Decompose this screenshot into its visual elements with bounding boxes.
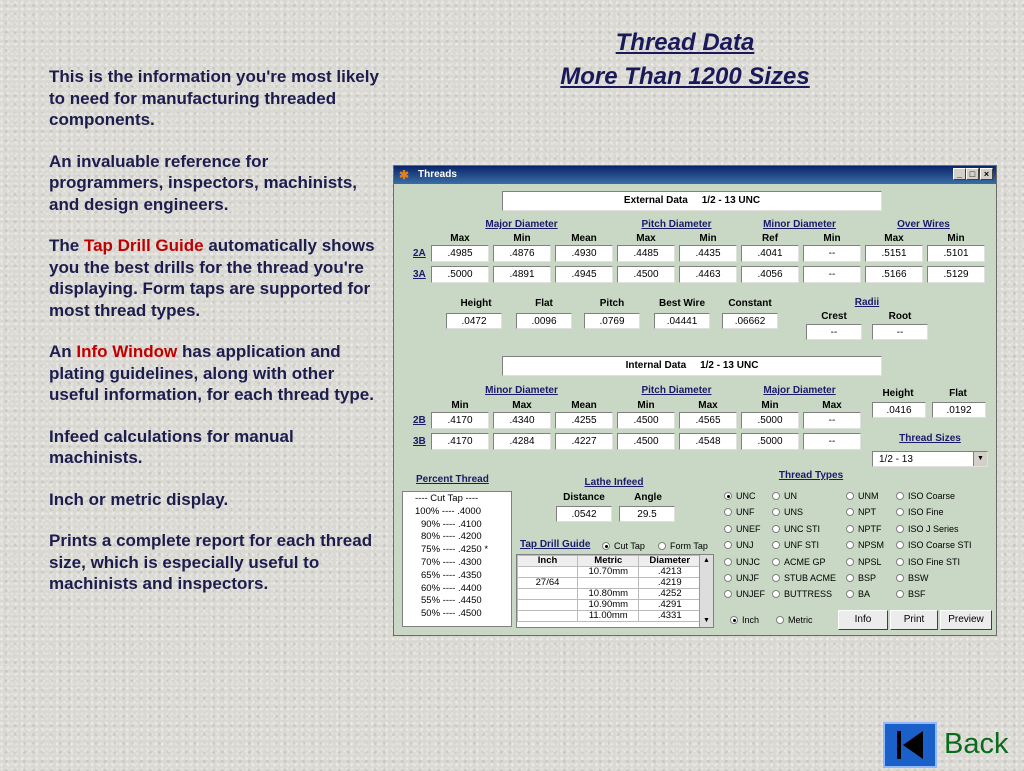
table-cell [518, 600, 578, 611]
thread-type-label: ISO Fine STI [908, 556, 961, 567]
radio-icon [846, 508, 854, 516]
radio-icon [896, 541, 904, 549]
column-header: Min [451, 400, 469, 411]
tap-drill-guide-header: Tap Drill Guide [520, 539, 591, 550]
thread-type-label: ISO J Series [908, 523, 959, 534]
table-cell: 27/64 [518, 578, 578, 589]
table-cell: .4219 [639, 578, 701, 589]
list-item[interactable]: 60% ---- .4400 [421, 582, 482, 594]
int-height-value: .0416 [872, 402, 926, 418]
inch-radio[interactable] [730, 615, 759, 625]
close-button[interactable]: × [980, 168, 993, 180]
thread-type-label: NPSM [858, 540, 885, 551]
data-cell: .4548 [679, 433, 737, 450]
feature-3 [49, 235, 381, 321]
data-cell: .5166 [865, 266, 923, 283]
radio-icon [846, 590, 854, 598]
preview-button[interactable]: Preview [940, 610, 992, 630]
radio-icon [896, 590, 904, 598]
radio-icon [724, 541, 732, 549]
thread-type-label: UNC STI [784, 523, 820, 534]
thread-type-radio[interactable] [846, 589, 870, 599]
table-cell [578, 578, 639, 589]
thread-type-label: ISO Coarse [908, 491, 956, 501]
feature-1: This is the information you're most likely to need for manufacturing threaded components. [49, 67, 379, 129]
data-cell: .4255 [555, 412, 613, 429]
column-header: Max [884, 233, 904, 244]
radio-icon [724, 525, 732, 533]
column-header: Mean [571, 233, 597, 244]
list-item[interactable]: 50% ---- .4500 [421, 608, 482, 620]
table-header-row [518, 556, 701, 567]
height-label: Height [460, 298, 492, 309]
cut-tap-label: Cut Tap [614, 541, 645, 551]
list-item[interactable]: 100% ---- .4000 [415, 505, 482, 517]
constant-label: Constant [728, 298, 772, 309]
thread-type-label: BSF [908, 589, 926, 600]
data-cell: .5000 [741, 433, 799, 450]
column-header: Max [450, 233, 470, 244]
thread-type-label: UNC [736, 491, 756, 501]
radio-icon [724, 590, 732, 598]
radio-icon [896, 492, 904, 500]
radio-icon [772, 525, 780, 533]
thread-type-radio[interactable] [724, 491, 756, 501]
thread-type-label: STUB ACME [784, 573, 837, 583]
threads-window [393, 165, 997, 636]
feature-3-a: The [49, 236, 84, 255]
scroll-down-icon[interactable]: ▼ [703, 617, 710, 624]
thread-type-radio[interactable] [772, 524, 820, 534]
root-value: -- [872, 324, 928, 340]
data-cell: .4056 [741, 266, 799, 283]
data-cell: .4170 [431, 433, 489, 450]
feature-list [49, 66, 381, 615]
external-size: 1/2 - 13 UNC [701, 195, 761, 206]
flat-label: Flat [535, 298, 553, 309]
data-cell: .4500 [617, 412, 675, 429]
feature-7: Prints a complete report for each thread size, which is especially useful to machinists and inspectors. [49, 531, 373, 593]
thread-type-radio[interactable] [846, 557, 882, 567]
radio-icon [896, 525, 904, 533]
radio-icon [772, 590, 780, 598]
thread-type-label: UNEF [736, 523, 761, 534]
minor-diameter-header: Minor Diameter [763, 219, 836, 230]
form-tap-radio[interactable] [658, 541, 708, 551]
constant-value: .06662 [722, 313, 778, 329]
internal-label: Internal Data [625, 360, 687, 371]
radio-icon [776, 616, 784, 624]
metric-radio[interactable] [776, 615, 813, 625]
column-header: Min [637, 400, 655, 411]
thread-type-label: ISO Fine [908, 507, 944, 518]
scroll-up-icon[interactable]: ▲ [703, 557, 710, 564]
data-cell: .4435 [679, 245, 737, 262]
thread-type-radio[interactable] [724, 573, 759, 583]
data-cell: .4463 [679, 266, 737, 283]
thread-type-radio[interactable] [846, 524, 882, 534]
inch-label: Inch [742, 615, 760, 625]
table-row[interactable] [518, 600, 701, 611]
data-cell: .4500 [617, 433, 675, 450]
back-button[interactable] [883, 722, 937, 768]
table-header: Inch [518, 556, 578, 567]
data-cell: .5129 [927, 266, 985, 283]
radio-icon [772, 574, 780, 582]
column-header: Min [699, 233, 717, 244]
list-item[interactable]: 70% ---- .4300 [421, 556, 482, 568]
thread-type-label: UNJC [736, 556, 760, 567]
table-cell: 10.80mm [578, 589, 639, 600]
data-cell: .4041 [741, 245, 799, 262]
radio-icon [846, 541, 854, 549]
column-header: Min [761, 400, 779, 411]
best-wire-label: Best Wire [658, 298, 706, 309]
data-cell: .5000 [741, 412, 799, 429]
column-header: Mean [571, 400, 597, 411]
lathe-infeed-header: Lathe Infeed [584, 477, 644, 488]
table-cell: .4331 [639, 611, 701, 622]
data-cell: .4485 [617, 245, 675, 262]
distance-value: .0542 [556, 506, 612, 522]
tap-drill-scrollbar[interactable] [699, 555, 713, 627]
radio-icon [896, 574, 904, 582]
thread-type-radio[interactable] [896, 573, 929, 583]
radio-icon [772, 508, 780, 516]
thread-type-label: ACME GP [784, 556, 826, 567]
list-item[interactable]: ---- Cut Tap ---- [415, 493, 479, 504]
table-cell [518, 611, 578, 622]
feature-2: An invaluable reference for programmers, inspectors, machinists, and design engineers. [49, 151, 357, 214]
thread-type-label: NPT [858, 507, 876, 518]
pitch-diameter-header: Pitch Diameter [641, 219, 712, 230]
major-diameter-header: Major Diameter [485, 219, 558, 230]
percent-thread-list[interactable] [402, 491, 512, 627]
thread-type-radio[interactable] [846, 491, 879, 501]
angle-value: 29.5 [619, 506, 675, 522]
feature-4-a: An [49, 342, 77, 361]
thread-type-label: UNS [784, 507, 804, 518]
radio-icon [846, 492, 854, 500]
thread-type-label: UNJ [736, 540, 754, 551]
title-line2: More Than 1200 Sizes [560, 63, 810, 90]
row-label: 2B [413, 415, 426, 426]
crest-value: -- [806, 324, 862, 340]
cut-tap-radio[interactable] [602, 541, 645, 551]
form-tap-label: Form Tap [670, 541, 708, 551]
thread-type-radio[interactable] [896, 557, 960, 567]
data-cell: .5101 [927, 245, 985, 262]
info-button[interactable]: Info [838, 610, 888, 630]
data-cell: .4170 [431, 412, 489, 429]
radio-icon [896, 558, 904, 566]
column-header: Min [823, 233, 841, 244]
back-label[interactable]: Back [944, 728, 1009, 760]
thread-type-label: UNF STI [784, 540, 819, 551]
tap-drill-table[interactable] [516, 554, 714, 628]
radio-icon [724, 574, 732, 582]
data-cell: .4891 [493, 266, 551, 283]
table-row[interactable] [518, 578, 701, 589]
row-label: 3A [413, 269, 426, 280]
thread-type-radio[interactable] [846, 573, 876, 583]
int-major-diameter-header: Major Diameter [763, 385, 836, 396]
table-cell [518, 589, 578, 600]
radio-icon [730, 616, 738, 624]
distance-label: Distance [563, 492, 605, 503]
title-line1: Thread Data [615, 29, 755, 56]
feature-6: Inch or metric display. [49, 489, 229, 509]
data-cell: -- [803, 412, 861, 429]
table-cell: .4213 [639, 567, 701, 578]
radio-icon [602, 542, 610, 550]
data-cell: -- [803, 245, 861, 262]
thread-type-radio[interactable] [896, 589, 926, 599]
thread-type-radio[interactable] [772, 491, 797, 501]
tap-drill-guide-highlight: Tap Drill Guide [83, 236, 204, 255]
int-minor-diameter-header: Minor Diameter [485, 385, 558, 396]
radio-icon [846, 525, 854, 533]
minimize-button[interactable]: _ [953, 168, 966, 180]
print-button[interactable]: Print [890, 610, 938, 630]
table-cell: 11.00mm [578, 611, 639, 622]
feature-4 [49, 341, 381, 406]
feature-5: Infeed calculations for manual machinists. [49, 426, 294, 467]
data-cell: -- [803, 433, 861, 450]
thread-type-radio[interactable] [724, 540, 754, 550]
table-cell: 10.90mm [578, 600, 639, 611]
list-item[interactable]: 55% ---- .4450 [421, 595, 482, 607]
row-label: 2A [413, 248, 426, 259]
thread-type-label: BUTTRESS [784, 589, 833, 600]
int-flat-value: .0192 [932, 402, 986, 418]
thread-type-label: UNJEF [736, 589, 765, 600]
window-titlebar[interactable] [394, 166, 996, 184]
back-link[interactable] [883, 722, 1018, 768]
data-cell: .4985 [431, 245, 489, 262]
data-cell: .4930 [555, 245, 613, 262]
window-title: Threads [418, 169, 457, 180]
list-item[interactable]: 90% ---- .4100 [421, 518, 482, 530]
data-cell: .4945 [555, 266, 613, 283]
thread-type-radio[interactable] [896, 507, 944, 517]
internal-size: 1/2 - 13 UNC [700, 360, 759, 371]
maximize-button[interactable]: □ [966, 168, 979, 180]
thread-type-radio[interactable] [772, 557, 826, 567]
radio-icon [846, 558, 854, 566]
radio-icon [772, 558, 780, 566]
table-header: Diameter [639, 556, 701, 567]
feature-3-c: automatically shows you the best drills for the thread you're displaying. Form taps are supported for most thread types. [49, 236, 375, 320]
list-item[interactable]: 75% ---- .4250 * [421, 544, 489, 556]
thread-type-radio[interactable] [724, 507, 755, 517]
int-flat-label: Flat [949, 388, 967, 399]
thread-types-header: Thread Types [778, 470, 844, 481]
data-cell: .4227 [555, 433, 613, 450]
radio-icon [724, 508, 732, 516]
angle-label: Angle [634, 492, 662, 503]
data-cell: .4876 [493, 245, 551, 262]
height-value: .0472 [446, 313, 502, 329]
radio-icon [772, 492, 780, 500]
column-header: Min [513, 233, 531, 244]
chevron-down-icon[interactable]: ▼ [973, 452, 987, 466]
feature-4-c: has application and plating guidelines, along with other useful information, for each thread type. [49, 342, 374, 404]
thread-type-radio[interactable] [846, 507, 876, 517]
app-icon: ✱ [399, 168, 410, 182]
skip-back-icon [885, 724, 935, 766]
thread-type-radio[interactable] [896, 491, 955, 501]
thread-type-label: NPTF [858, 523, 882, 534]
thread-type-radio[interactable] [772, 589, 832, 599]
table-row[interactable] [518, 611, 701, 622]
radio-icon [772, 541, 780, 549]
info-window-highlight: Info Window [76, 342, 178, 361]
thread-type-radio[interactable] [896, 540, 972, 550]
column-header: Min [947, 233, 965, 244]
pitch-value: .0769 [584, 313, 640, 329]
table-cell: .4252 [639, 589, 701, 600]
thread-type-radio[interactable] [724, 524, 761, 534]
list-item[interactable]: 80% ---- .4200 [421, 531, 482, 543]
thread-sizes-select[interactable] [872, 451, 988, 467]
radio-icon [658, 542, 666, 550]
radii-header: Radii [854, 297, 880, 308]
table-cell: 10.70mm [578, 567, 639, 578]
flat-value: .0096 [516, 313, 572, 329]
external-data-banner [502, 191, 882, 211]
thread-type-radio[interactable] [772, 540, 819, 550]
thread-type-radio[interactable] [724, 589, 765, 599]
thread-sizes-header: Thread Sizes [899, 433, 961, 444]
column-header: Max [636, 233, 656, 244]
int-height-label: Height [882, 388, 914, 399]
over-wires-header: Over Wires [897, 219, 950, 230]
thread-type-radio[interactable] [846, 540, 884, 550]
radio-icon [846, 574, 854, 582]
thread-type-label: UNM [858, 491, 879, 501]
list-item[interactable]: 65% ---- .4350 [421, 569, 482, 581]
metric-label: Metric [788, 615, 813, 625]
data-cell: -- [803, 266, 861, 283]
radio-icon [896, 508, 904, 516]
thread-type-radio[interactable] [724, 557, 760, 567]
root-label: Root [888, 311, 912, 322]
data-cell: .4340 [493, 412, 551, 429]
thread-type-radio[interactable] [772, 507, 803, 517]
table-row[interactable] [518, 589, 701, 600]
thread-type-label: ISO Coarse STI [908, 540, 972, 551]
column-header: Max [698, 400, 718, 411]
thread-type-label: UNJF [736, 573, 759, 583]
row-label: 3B [413, 436, 426, 447]
table-cell: .4291 [639, 600, 701, 611]
data-cell: .5000 [431, 266, 489, 283]
crest-label: Crest [821, 311, 847, 322]
table-cell [518, 567, 578, 578]
data-cell: .4500 [617, 266, 675, 283]
column-header: Max [512, 400, 532, 411]
thread-type-label: UN [784, 491, 797, 501]
percent-thread-header: Percent Thread [416, 474, 489, 485]
thread-type-label: BA [858, 589, 871, 600]
thread-type-radio[interactable] [772, 573, 836, 583]
thread-type-label: BSP [858, 573, 877, 583]
column-header: Ref [761, 233, 779, 244]
table-row[interactable] [518, 567, 701, 578]
thread-type-radio[interactable] [896, 524, 959, 534]
radio-icon [724, 558, 732, 566]
thread-type-label: BSW [908, 573, 929, 583]
table-header: Metric [578, 556, 639, 567]
thread-type-label: NPSL [858, 556, 882, 567]
thread-sizes-value: 1/2 - 13 [879, 454, 913, 465]
int-pitch-diameter-header: Pitch Diameter [641, 385, 712, 396]
radio-icon [724, 492, 732, 500]
data-cell: .4284 [493, 433, 551, 450]
page-title [520, 26, 850, 94]
internal-data-banner [502, 356, 882, 376]
thread-type-label: UNF [736, 507, 755, 518]
column-header: Max [822, 400, 842, 411]
data-cell: .4565 [679, 412, 737, 429]
external-label: External Data [623, 195, 688, 206]
pitch-label: Pitch [599, 298, 625, 309]
data-cell: .5151 [865, 245, 923, 262]
best-wire-value: .04441 [654, 313, 710, 329]
